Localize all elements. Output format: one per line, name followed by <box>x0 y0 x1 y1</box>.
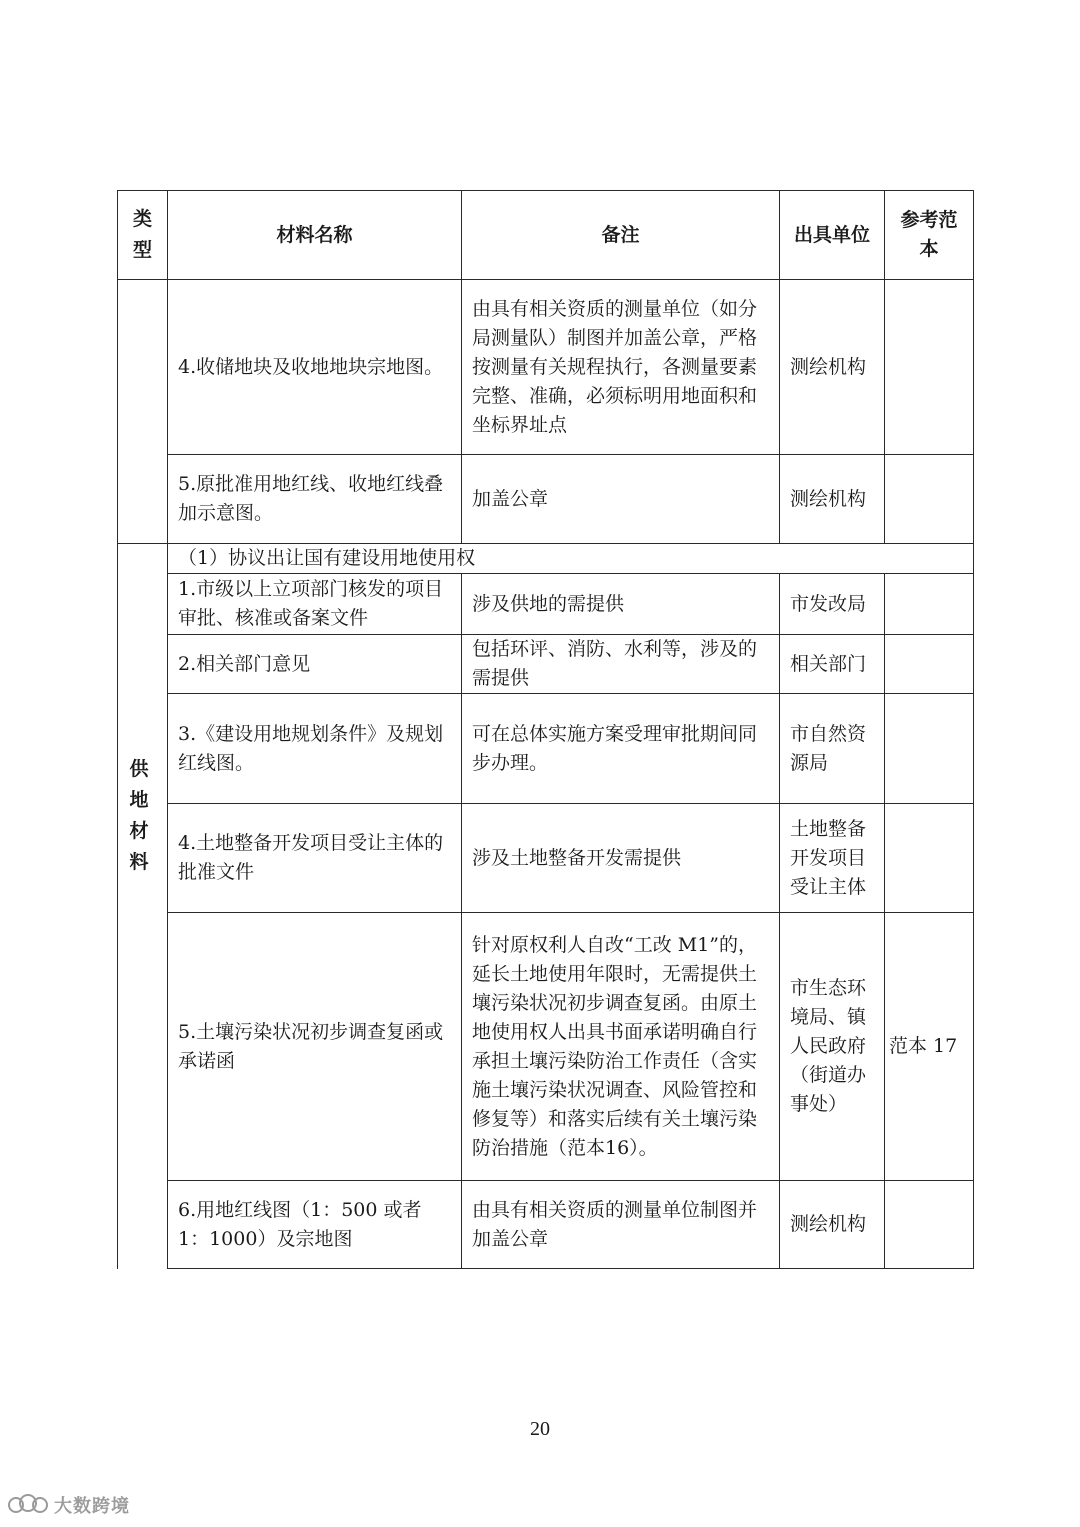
material-name-cell: 1.市级以上立项部门核发的项目审批、核准或备案文件 <box>168 574 462 635</box>
table-row <box>118 455 974 544</box>
header-type-label: 类 型 <box>132 208 152 261</box>
material-name-cell: 3.《建设用地规划条件》及规划红线图。 <box>168 694 462 804</box>
template-cell <box>885 804 974 913</box>
watermark-text: 大数跨境 <box>54 1496 130 1517</box>
issuer-cell: 土地整备开发项目受让主体 <box>780 804 885 913</box>
type-cell-continued <box>118 280 168 544</box>
section-title: （1）协议出让国有建设用地使用权 <box>168 544 974 574</box>
header-template: 参考范 本 <box>885 191 974 280</box>
table-row <box>118 913 974 1181</box>
header-material-name: 材料名称 <box>168 191 462 280</box>
note-cell: 包括环评、消防、水利等，涉及的需提供 <box>462 635 780 694</box>
issuer-cell: 相关部门 <box>780 635 885 694</box>
table-row <box>118 804 974 913</box>
table-row <box>118 694 974 804</box>
section-header-row <box>118 544 974 574</box>
note-cell: 涉及土地整备开发需提供 <box>462 804 780 913</box>
header-type <box>118 191 168 280</box>
note-cell: 可在总体实施方案受理审批期间同步办理。 <box>462 694 780 804</box>
material-name-cell: 5.土壤污染状况初步调查复函或承诺函 <box>168 913 462 1181</box>
issuer-cell: 市生态环境局、镇人民政府（街道办事处） <box>780 913 885 1181</box>
material-name-cell: 4.收储地块及收地地块宗地图。 <box>168 280 462 455</box>
template-cell <box>885 635 974 694</box>
issuer-cell: 市发改局 <box>780 574 885 635</box>
table-row <box>118 1181 974 1269</box>
material-name-cell: 4.土地整备开发项目受让主体的批准文件 <box>168 804 462 913</box>
page-number: 20 <box>530 1418 550 1440</box>
cloud-logo-icon <box>6 1493 50 1517</box>
template-cell <box>885 280 974 455</box>
template-cell <box>885 455 974 544</box>
table-row <box>118 280 974 455</box>
issuer-cell: 测绘机构 <box>780 280 885 455</box>
watermark <box>6 1490 130 1520</box>
table-row <box>118 574 974 635</box>
note-cell: 针对原权利人自改“工改 M1”的，延长土地使用年限时，无需提供土壤污染状况初步调查复函。由原土地使用权人出具书面承诺明确自行承担土壤污染防治工作责任（含实施土壤污染状况调查、风险管控和修复等）和落实后续有关土壤污染防治措施（范本16）。 <box>462 913 780 1181</box>
note-cell: 由具有相关资质的测量单位制图并加盖公章 <box>462 1181 780 1269</box>
material-name-cell: 5.原批准用地红线、收地红线叠加示意图。 <box>168 455 462 544</box>
issuer-cell: 测绘机构 <box>780 1181 885 1269</box>
material-name-cell: 2.相关部门意见 <box>168 635 462 694</box>
note-cell: 涉及供地的需提供 <box>462 574 780 635</box>
material-name-cell: 6.用地红线图（1：500 或者 1：1000）及宗地图 <box>168 1181 462 1269</box>
issuer-cell: 市自然资源局 <box>780 694 885 804</box>
table-row <box>118 635 974 694</box>
note-cell: 加盖公章 <box>462 455 780 544</box>
template-cell <box>885 694 974 804</box>
template-cell <box>885 1181 974 1269</box>
header-issuer: 出具单位 <box>780 191 885 280</box>
materials-table <box>117 190 974 1269</box>
template-cell <box>885 574 974 635</box>
template-cell: 范本 17 <box>885 913 974 1181</box>
type-cell-land-supply <box>118 544 168 1269</box>
header-note: 备注 <box>462 191 780 280</box>
type-label-land-supply: 供 地 材 料 <box>129 758 149 874</box>
issuer-cell: 测绘机构 <box>780 455 885 544</box>
note-cell: 由具有相关资质的测量单位（如分局测量队）制图并加盖公章，严格按测量有关规程执行，各测量要素完整、准确，必须标明用地面积和坐标界址点 <box>462 280 780 455</box>
table-header-row <box>118 191 974 280</box>
